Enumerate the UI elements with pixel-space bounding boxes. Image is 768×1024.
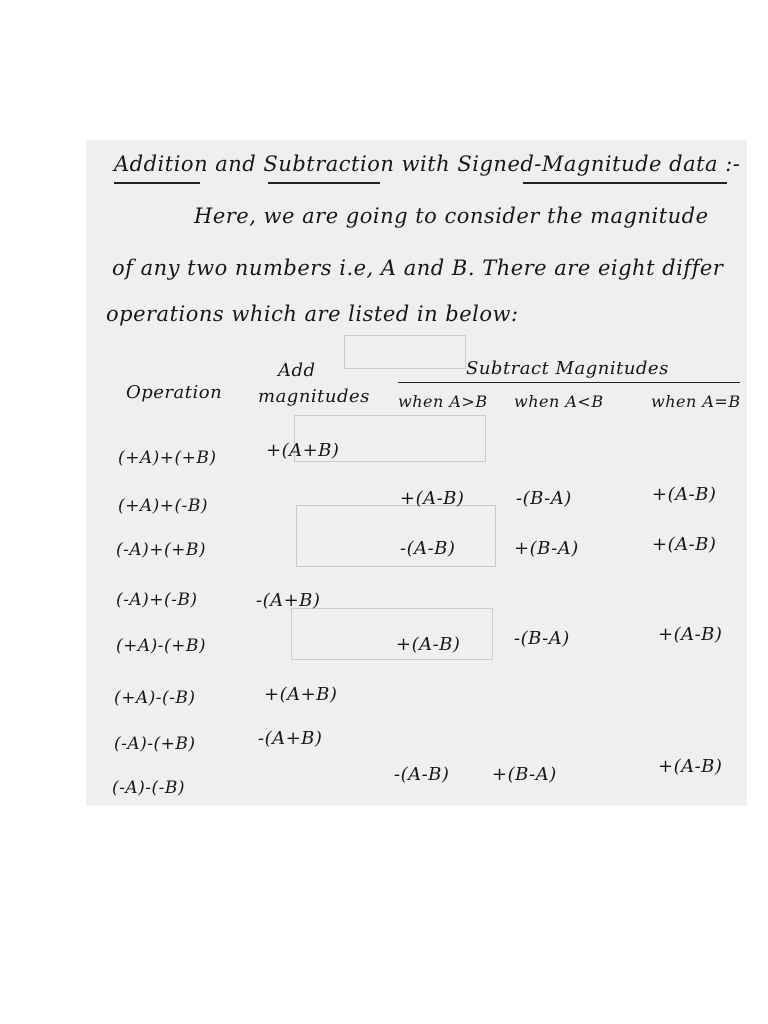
row-operation: (-A)+(-B) <box>116 590 198 610</box>
header-when-lt: when A<B <box>514 392 604 411</box>
scanned-page <box>86 140 747 806</box>
row-gt-result: +(A-B) <box>400 488 465 509</box>
row-eq-result: +(A-B) <box>652 484 717 505</box>
row-gt-result: -(A-B) <box>400 538 456 559</box>
row-eq-result: +(A-B) <box>652 534 717 555</box>
header-subtract-rule <box>398 382 740 383</box>
title-underline <box>114 182 200 184</box>
intro-line: Here, we are going to consider the magnitude <box>194 204 709 228</box>
row-add-result: +(A+B) <box>266 440 340 461</box>
row-lt-result: +(B-A) <box>492 764 557 785</box>
row-operation: (+A)-(+B) <box>116 636 207 656</box>
bleed-through-box <box>344 335 466 369</box>
row-lt-result: -(B-A) <box>514 628 570 649</box>
row-eq-result: +(A-B) <box>658 624 723 645</box>
bleed-through-box <box>291 608 493 660</box>
title-underline <box>523 182 727 184</box>
row-eq-result: +(A-B) <box>658 756 723 777</box>
intro-line: operations which are listed in below: <box>106 302 519 326</box>
row-operation: (+A)-(-B) <box>114 688 196 708</box>
row-operation: (-A)-(-B) <box>112 778 186 798</box>
intro-line: of any two numbers i.e, A and B. There are eight differ <box>112 256 724 280</box>
row-gt-result: +(A-B) <box>396 634 461 655</box>
row-add-result: -(A+B) <box>256 590 321 611</box>
bleed-through-box <box>296 505 496 567</box>
page-title: Addition and Subtraction with Signed-Magnitude data :- <box>114 152 741 176</box>
row-add-result: -(A+B) <box>258 728 323 749</box>
row-operation: (+A)+(-B) <box>118 496 209 516</box>
row-gt-result: -(A-B) <box>394 764 450 785</box>
row-operation: (-A)+(+B) <box>116 540 207 560</box>
header-add-line2: magnitudes <box>258 386 370 407</box>
header-when-gt: when A>B <box>398 392 488 411</box>
row-add-result: +(A+B) <box>264 684 338 705</box>
header-add-line1: Add <box>278 360 316 381</box>
header-when-eq: when A=B <box>651 392 741 411</box>
row-lt-result: -(B-A) <box>516 488 572 509</box>
row-lt-result: +(B-A) <box>514 538 579 559</box>
header-subtract: Subtract Magnitudes <box>466 358 669 379</box>
title-underline <box>268 182 380 184</box>
row-operation: (+A)+(+B) <box>118 448 217 468</box>
row-operation: (-A)-(+B) <box>114 734 196 754</box>
header-operation: Operation <box>126 382 223 403</box>
